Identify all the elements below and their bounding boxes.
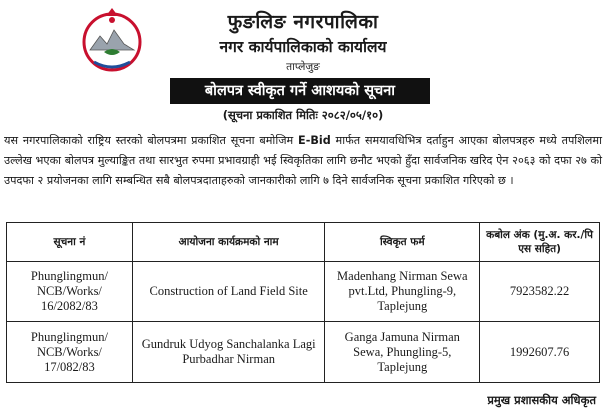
signatory-title: प्रमुख प्रशासकीय अधिकृत (487, 393, 596, 407)
table-row (7, 262, 600, 322)
notice-title-banner: बोलपत्र स्वीकृत गर्ने आशयको सूचना (170, 78, 430, 104)
header-bid-amount: कबोल अंक (मु.अ. कर./पि एस सहित) (480, 223, 600, 262)
table-row (7, 322, 600, 383)
table-header-row (7, 223, 600, 262)
header-approved-firm: स्विकृत फर्म (325, 223, 480, 262)
office-name: नगर कार्यपालिकाको कार्यालय (219, 38, 387, 56)
cell-project: Gundruk Udyog Sanchalanka Lagi Purbadhar Nirman (132, 322, 325, 383)
ebid-label: E-Bid (298, 134, 331, 147)
notice-paragraph (4, 131, 602, 191)
cell-notice-no: Phunglingmun/ NCB/Works/ 17/082/83 (7, 322, 133, 383)
header-project-name: आयोजना कार्यक्रमको नाम (132, 223, 325, 262)
notice-text-before: यस नगरपालिकाको राष्ट्रिय स्तरको बोलपत्रमा प्रकाशित सूचना बमोजिम (4, 134, 299, 147)
cell-amount: 1992607.76 (480, 322, 600, 383)
notice-text-after: मार्फत समयावधिभित्र दर्ताहुन आएका बोलपत्रहरु मध्ये तपशिलमा उल्लेख भएका बोलपत्र मुल्याङ्कित तथा सारभुत रुपमा प्रभावग्राही भई स्विकृतिका लागि छनौट भएको हुँदा सार्वजनिक खरिद ऐन २०६३ को दफा २७ को उपदफा २ प्रयोजनका लागि सम्बन्धित सबै बोलपत्रदाताहरुको जानकारीको लागि ७ दिने सार्वजनिक सूचना प्रकाशित गरिएको छ । (4, 134, 602, 187)
bid-table (6, 222, 600, 383)
cell-project: Construction of Land Field Site (132, 262, 325, 322)
cell-firm: Madenhang Nirman Sewa pvt.Ltd, Phungling-9, Taplejung (325, 262, 480, 322)
cell-amount: 7923582.22 (480, 262, 600, 322)
municipality-name: फुङलिङ नगरपालिका (227, 11, 379, 33)
cell-firm: Ganga Jamuna Nirman Sewa, Phungling-5, Taplejung (325, 322, 480, 383)
place-name: ताप्लेजुङ (286, 61, 320, 73)
header-notice-no: सूचना नं (7, 223, 133, 262)
cell-notice-no: Phunglingmun/ NCB/Works/ 16/2082/83 (7, 262, 133, 322)
letterhead (0, 0, 606, 130)
publish-date: (सूचना प्रकाशित मितिः २०८२/०५/१०) (222, 108, 384, 122)
